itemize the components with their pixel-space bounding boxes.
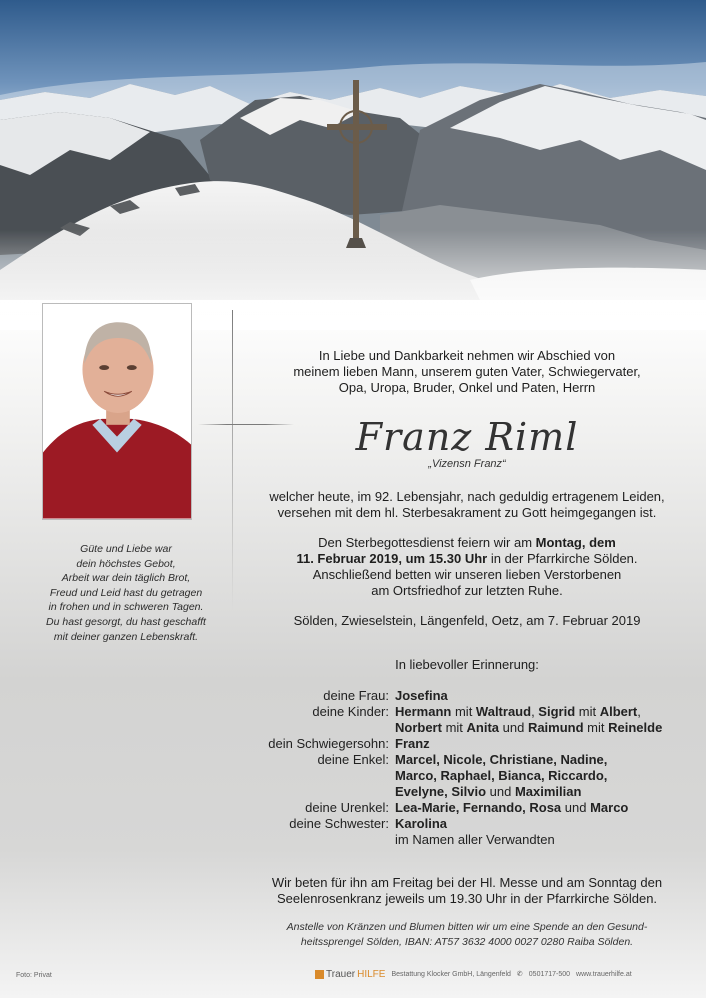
relative-row-wife: deine Frau: Josefina xyxy=(323,688,448,703)
footer-web[interactable]: www.trauerhilfe.at xyxy=(576,970,632,978)
trauerhilfe-logo: Trauer HILFE xyxy=(315,969,385,980)
photo-credit: Foto: Privat xyxy=(16,972,52,979)
relative-row-great-grandchildren: deine Urenkel: Lea-Marie, Fernando, Rosa und Marco xyxy=(305,800,629,815)
relatives-list: deine Frau: Josefina deine Kinder: Hermann mit Waltraud, Sigrid mit Albert, Norbert mit Anita und Raimund mit Reinelde dein Schwiegersohn: Franz deine Enkel: Marcel, Nicole, Christiane, Nadine, Marco, Raphael, Bianca, Riccardo, Evelyne, Silvio und Maximilian deine Urenkel: Lea-Marie, Fernando, Rosa und Marco deine Schwester: Karolina im Namen aller Verwandten xyxy=(252,688,704,848)
footer-phone: 0501717-500 xyxy=(528,970,571,978)
deceased-nickname: „Vizensn Franz“ xyxy=(428,458,506,470)
deceased-name: Franz Riml xyxy=(355,415,579,459)
portrait-figure-icon xyxy=(43,304,191,519)
death-notice-text: welcher heute, im 92. Lebensjahr, nach geduldig ertragenem Leiden, versehen mit dem hl. Sterbesakrament zu Gott heimgegangen ist. xyxy=(269,489,665,520)
relative-row-sister: deine Schwester: Karolina xyxy=(289,816,448,831)
logo-mark-icon xyxy=(315,970,324,979)
phone-icon: ✆ xyxy=(516,971,523,978)
location-date: Sölden, Zwieselstein, Längenfeld, Oetz, am 7. Februar 2019 xyxy=(293,613,641,628)
footer-company: Bestattung Klocker GmbH, Längenfeld xyxy=(391,970,511,978)
intro-text: In Liebe und Dankbarkeit nehmen wir Abschied von meinem lieben Mann, unserem guten Vater, Schwiegervater, Opa, Uropa, Bruder, Onkel und Paten, Herrn xyxy=(293,348,641,395)
relative-row-children-cont: Norbert mit Anita und Raimund mit Reinelde xyxy=(395,720,663,735)
relative-row-children: deine Kinder: Hermann mit Waltraud, Sigrid mit Albert, xyxy=(312,704,641,719)
memorial-poem: Güte und Liebe war dein höchstes Gebot, Arbeit war dein täglich Brot, Freud und Leid hast du getragen in frohen und in schweren Tagen. Du hast gesorgt, du hast geschafft mit deiner ganzen Lebenskraft. xyxy=(46,543,206,643)
funeral-service-text: Den Sterbegottesdienst feiern wir am Montag, dem 11. Februar 2019, um 15.30 Uhr in der Pfarrkirche Sölden. Anschließend betten wir unseren lieben Verstorbenen am Ortsfriedhof zur letzten Ruhe. xyxy=(296,535,638,598)
footer-bar xyxy=(315,967,632,981)
memory-heading: In liebevoller Erinnerung: xyxy=(395,657,539,672)
donation-request: Anstelle von Kränzen und Blumen bitten wir um eine Spende an den Gesund- heitssprengel Sölden, IBAN: AT57 3632 4000 0027 0280 Raiba Sölden. xyxy=(286,921,648,948)
prayer-text: Wir beten für ihn am Freitag bei der Hl. Messe und am Sonntag den Seelenrosenkranz jeweils um 19.30 Uhr in der Pfarrkirche Sölden. xyxy=(271,875,663,906)
relative-row-grandchildren: deine Enkel: Marcel, Nicole, Christiane, Nadine, xyxy=(317,752,608,767)
mountain-landscape xyxy=(0,0,706,330)
relative-row-son-in-law: dein Schwiegersohn: Franz xyxy=(268,736,430,751)
relatives-closing: im Namen aller Verwandten xyxy=(395,832,555,847)
portrait-photo xyxy=(42,303,192,520)
